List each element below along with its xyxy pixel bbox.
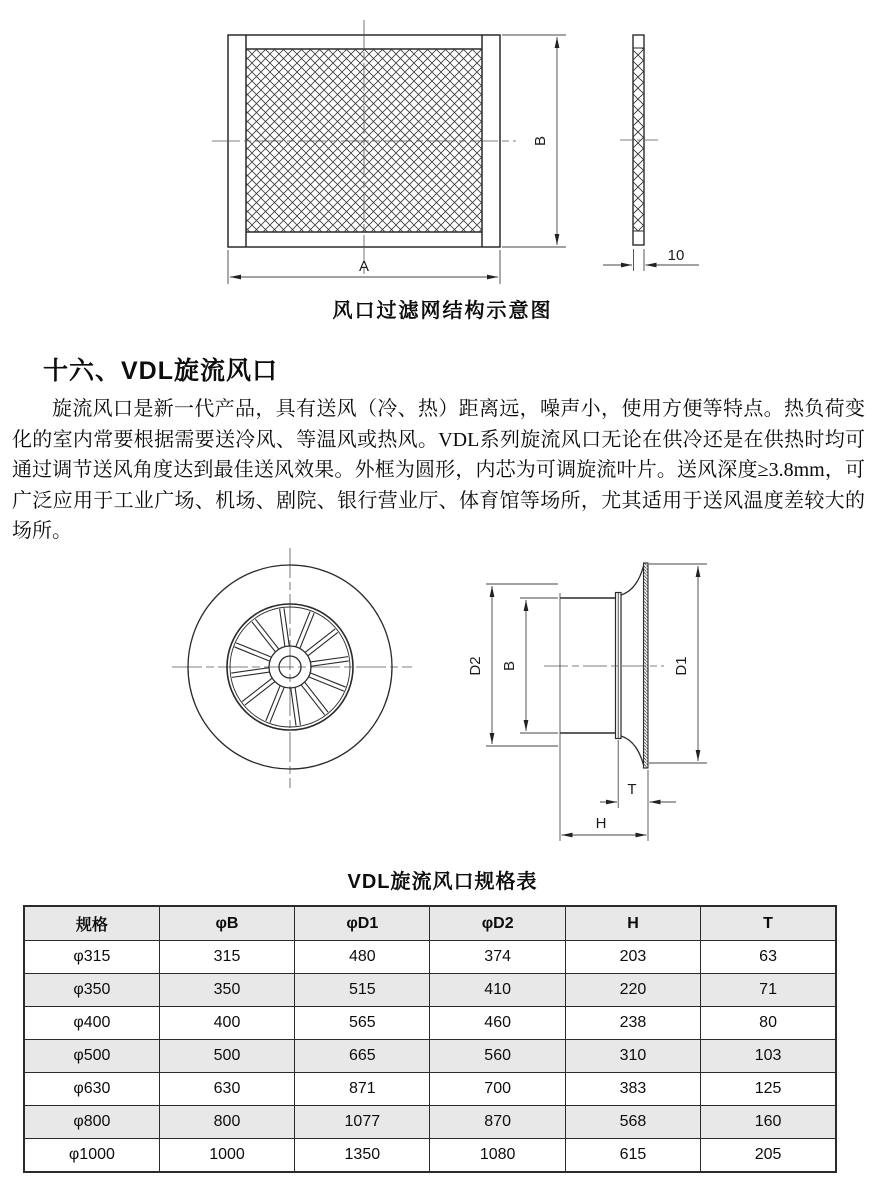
section-dim-d2-label: D2	[467, 656, 484, 676]
table-cell: 383	[565, 1073, 700, 1106]
table-cell: 568	[565, 1106, 700, 1139]
spec-table-header-row	[24, 906, 836, 941]
filter-dim-a-label: A	[358, 258, 370, 275]
table-cell: φ350	[24, 974, 159, 1007]
table-cell: 480	[295, 941, 430, 974]
table-cell: 350	[159, 974, 294, 1007]
table-cell: 125	[701, 1073, 836, 1106]
table-cell: 500	[159, 1040, 294, 1073]
section-paragraph: 旋流风口是新一代产品，具有送风（冷、热）距离远，噪声小，使用方便等特点。热负荷变化的室内常要根据需要送冷风、等温风或热风。VDL系列旋流风口无论在供冷还是在供热时均可通过调节送风角度达到最佳送风效果。外框为圆形，内芯为可调旋流叶片。送风深度≥3.8mm，可广泛应用于工业广场、机场、剧院、银行营业厅、体育馆等场所，尤其适用于送风温度差较大的场所。	[12, 398, 865, 542]
table-row	[24, 1007, 836, 1040]
table-cell: φ500	[24, 1040, 159, 1073]
table-cell: 871	[295, 1073, 430, 1106]
swirl-front-view	[172, 548, 412, 788]
table-row	[24, 1106, 836, 1139]
table-cell: 700	[430, 1073, 565, 1106]
table-cell: 565	[295, 1007, 430, 1040]
col-header-spec: 规格	[24, 906, 159, 941]
table-cell: 160	[701, 1106, 836, 1139]
swirl-diffuser-drawing	[0, 530, 885, 860]
table-row	[24, 941, 836, 974]
swirl-section-view	[467, 563, 707, 841]
section-dim-t-label: T	[627, 781, 637, 798]
table-cell: 315	[159, 941, 294, 974]
table-cell: 515	[295, 974, 430, 1007]
table-cell: 460	[430, 1007, 565, 1040]
table-cell: 374	[430, 941, 565, 974]
table-row	[24, 1073, 836, 1106]
table-cell: 238	[565, 1007, 700, 1040]
section-dim-h-label: H	[595, 815, 607, 832]
table-cell: φ315	[24, 941, 159, 974]
section-dim-b-label: B	[501, 660, 518, 672]
col-header-h: H	[565, 906, 700, 941]
table-cell: φ1000	[24, 1139, 159, 1173]
table-cell: φ400	[24, 1007, 159, 1040]
filter-drawing-caption: 风口过滤网结构示意图	[332, 300, 553, 322]
col-header-phi-d1: φD1	[295, 906, 430, 941]
filter-dim-b-label: B	[532, 135, 549, 147]
table-cell: 205	[701, 1139, 836, 1173]
spec-table	[23, 905, 837, 1173]
table-cell: 1350	[295, 1139, 430, 1173]
table-row	[24, 1040, 836, 1073]
table-cell: 870	[430, 1106, 565, 1139]
table-cell: 1000	[159, 1139, 294, 1173]
table-cell: 1077	[295, 1106, 430, 1139]
table-cell: 80	[701, 1007, 836, 1040]
table-cell: 103	[701, 1040, 836, 1073]
col-header-phi-b: φB	[159, 906, 294, 941]
spec-table-title: VDL旋流风口规格表	[347, 871, 538, 893]
table-cell: 615	[565, 1139, 700, 1173]
table-row	[24, 1139, 836, 1173]
table-cell: 220	[565, 974, 700, 1007]
filter-dim-thickness	[603, 249, 699, 271]
filter-edge-view	[620, 35, 658, 245]
filter-structure-drawing	[0, 0, 885, 340]
col-header-phi-d2: φD2	[430, 906, 565, 941]
table-cell: 63	[701, 941, 836, 974]
section-dim-b	[520, 598, 558, 733]
section-title: 十六、VDL旋流风口	[43, 357, 279, 385]
table-cell: 71	[701, 974, 836, 1007]
section-dim-d1-label: D1	[673, 656, 690, 676]
table-cell: φ630	[24, 1073, 159, 1106]
table-cell: 630	[159, 1073, 294, 1106]
table-cell: 400	[159, 1007, 294, 1040]
table-cell: 310	[565, 1040, 700, 1073]
section-dim-d2	[486, 584, 558, 746]
table-cell: 560	[430, 1040, 565, 1073]
table-cell: φ800	[24, 1106, 159, 1139]
table-row	[24, 974, 836, 1007]
table-cell: 410	[430, 974, 565, 1007]
filter-dim-thickness-label: 10	[667, 247, 685, 264]
col-header-t: T	[701, 906, 836, 941]
table-cell: 665	[295, 1040, 430, 1073]
table-cell: 800	[159, 1106, 294, 1139]
table-cell: 203	[565, 941, 700, 974]
table-cell: 1080	[430, 1139, 565, 1173]
